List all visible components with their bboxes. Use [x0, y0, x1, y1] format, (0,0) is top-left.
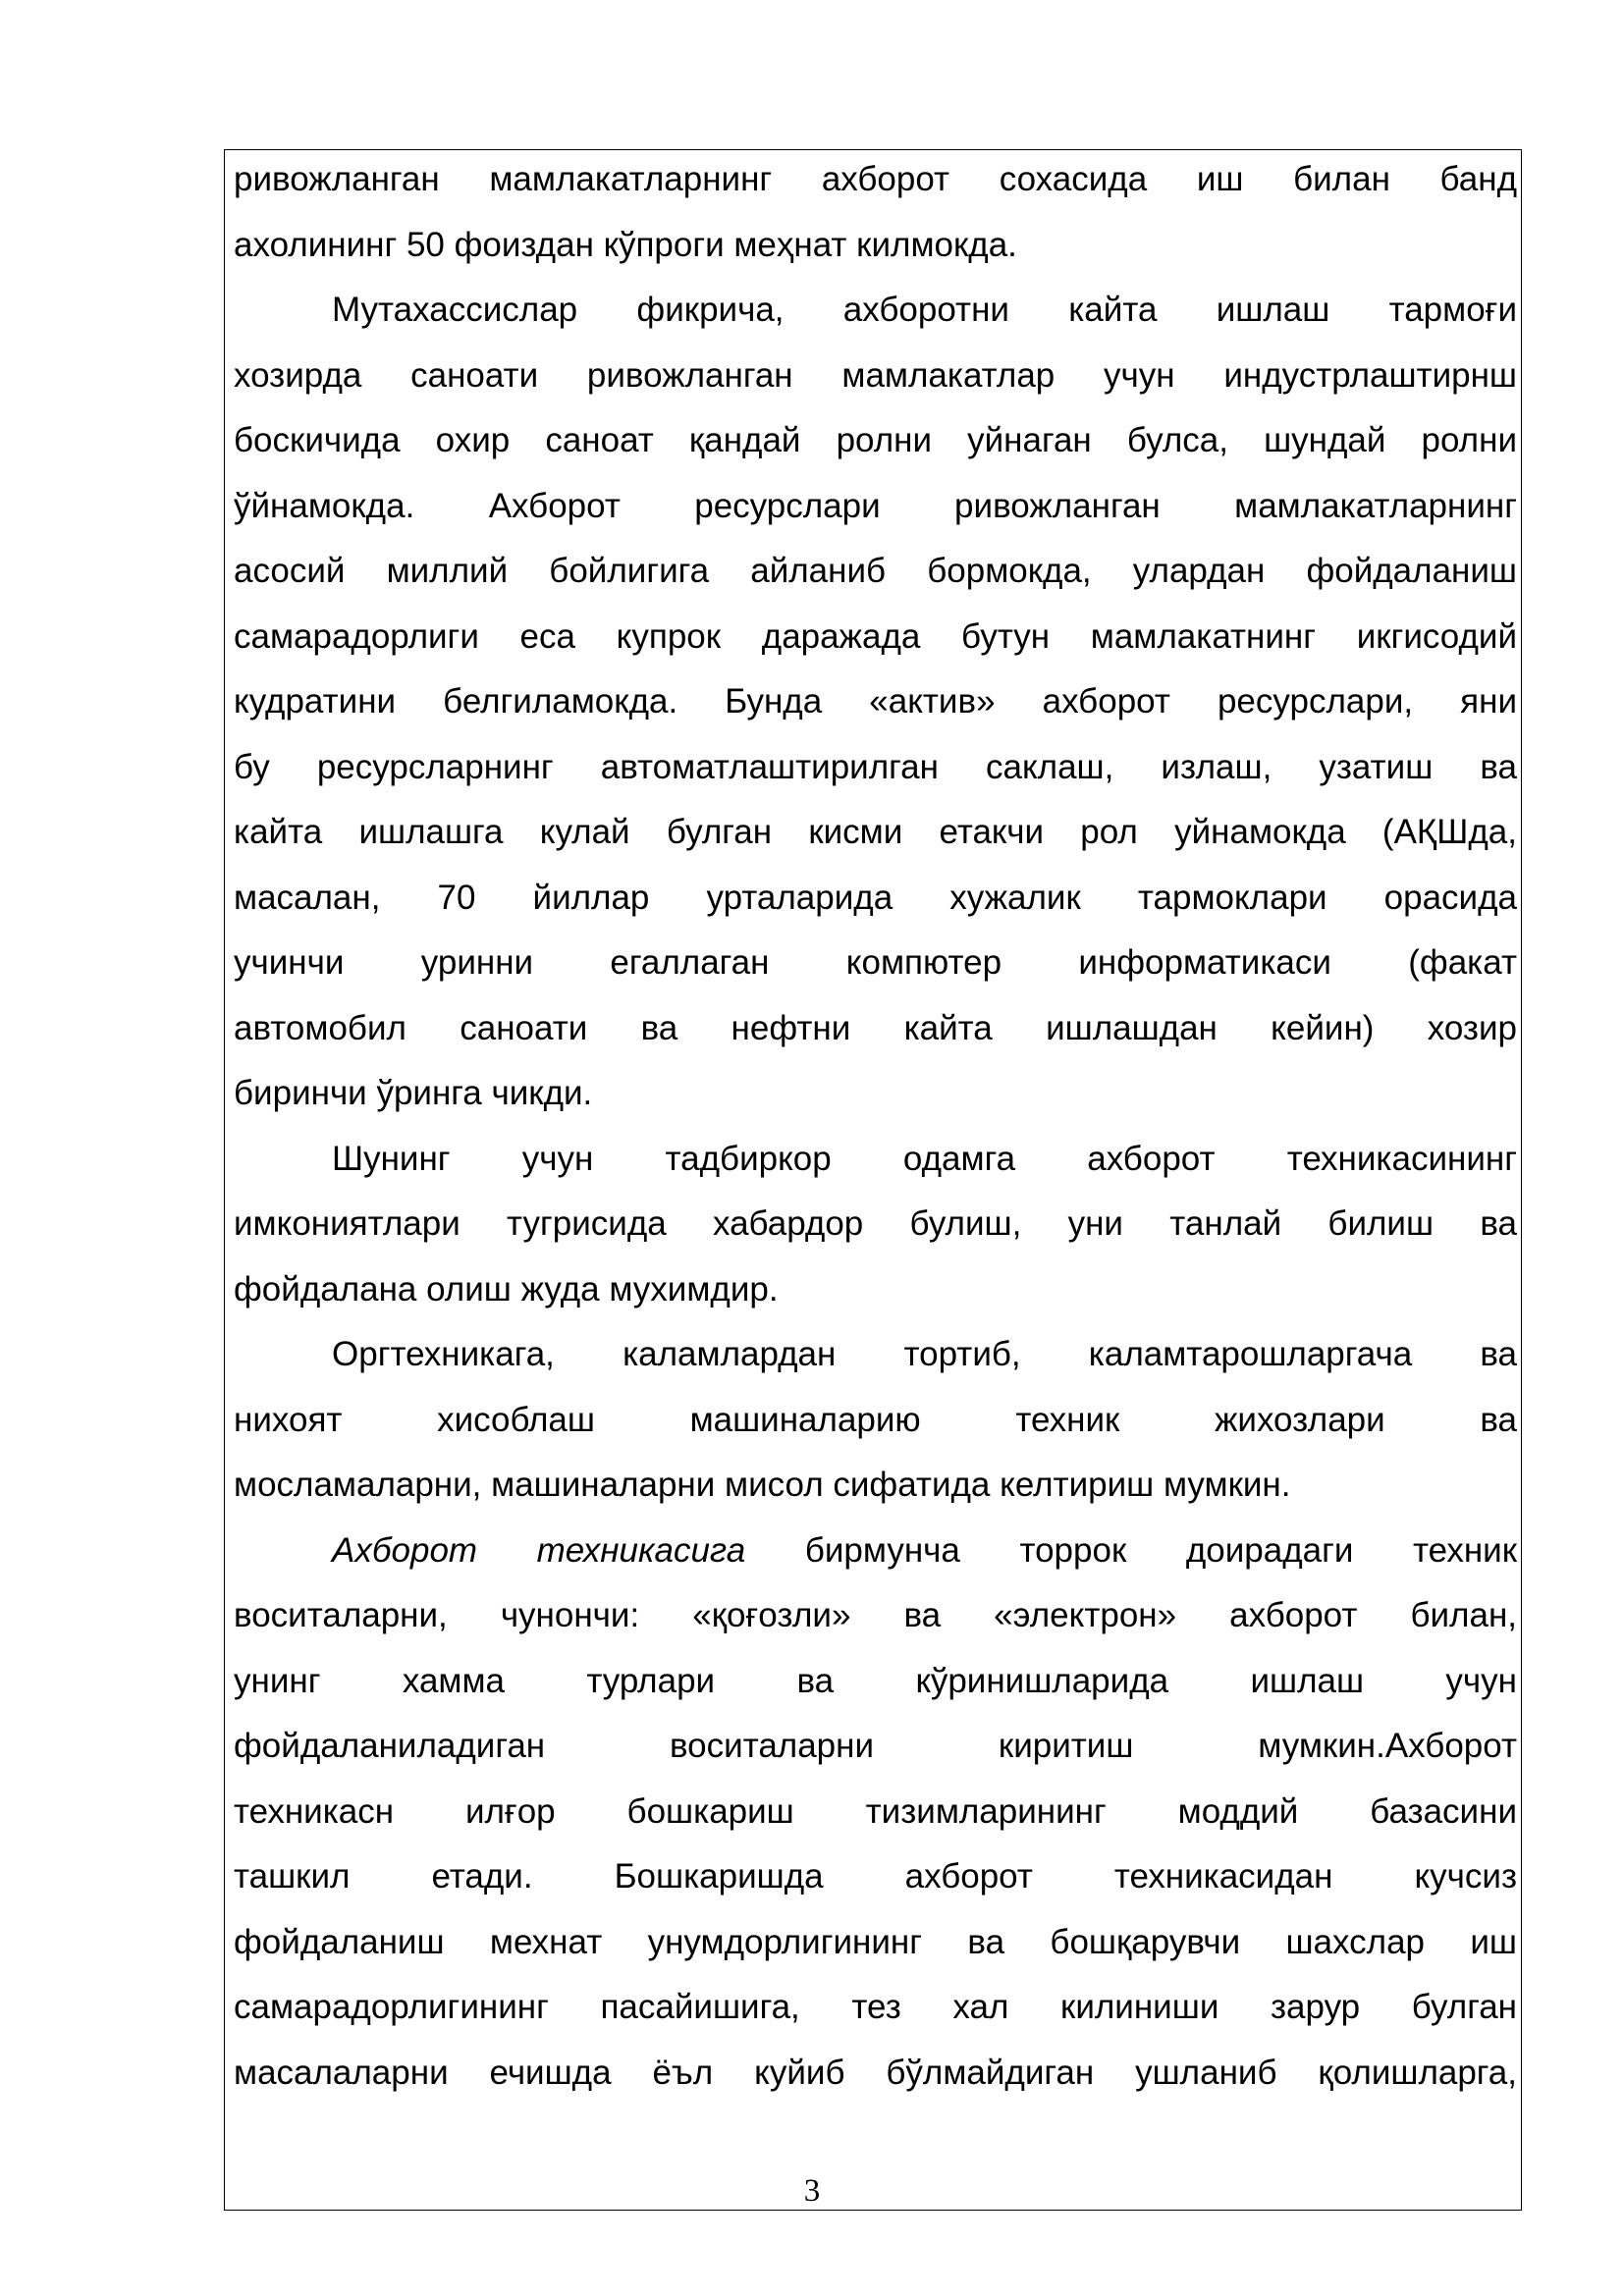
text-line: Оргтехникага, каламлардан тортиб, каламтарошларгача ва	[332, 1335, 1517, 1373]
text-line: биринчи ўринга чикди.	[234, 1074, 593, 1112]
text-line: воситаларни, чунончи: «қоғозли» ва «электрон» ахборот билан,	[234, 1596, 1517, 1634]
text-line: бу ресурсларнинг автоматлаштирилган саклаш, излаш, узатиш ва	[234, 747, 1517, 786]
text-line: ривожланган мамлакатларнинг ахборот сохасида иш билан банд	[234, 160, 1517, 198]
page-number: 3	[803, 2173, 821, 2209]
text-line: кудратини белгиламокда. Бунда «актив» ахборот ресурслари, яни	[234, 682, 1517, 721]
text-line: боскичида охир саноат қандай ролни уйнаган булса, шундай ролни	[234, 421, 1517, 459]
text-line: ташкил етади. Бошкаришда ахборот техникасидан кучсиз	[234, 1857, 1517, 1896]
text-line: техникасн илғор бошкариш тизимларининг моддий базасини	[234, 1791, 1517, 1831]
text-line: Мутахассислар фикрича, ахборотни кайта ишлаш тармоғи	[332, 291, 1517, 329]
text-line: учинчи уринни егаллаган компютер информатикаси (факат	[234, 943, 1517, 982]
text-line: фойдаланиш мехнат унумдорлигининг ва бошқарувчи шахслар иш	[234, 1922, 1517, 1961]
text-line-rest: бирмунча торрок доирадаги техник	[745, 1530, 1517, 1570]
text-line: самарадорлиги еса купрок даражада бутун мамлакатнинг икгисодий	[234, 616, 1517, 656]
page-body	[234, 147, 1517, 2106]
text-line: нихоят хисоблаш машиналарию техник жихозлари ва	[234, 1400, 1517, 1439]
text-line: мосламаларни, машиналарни мисол сифатида келтириш мумкин.	[234, 1466, 1291, 1504]
text-line: унинг хамма турлари ва кўринишларида ишлаш учун	[234, 1661, 1517, 1700]
text-line: фойдалана олиш жуда мухимдир.	[234, 1269, 779, 1308]
italic-term: Ахборот техникасига	[332, 1530, 746, 1570]
text-line: хозирда саноати ривожланган мамлакатлар учун индустрлаштирнш	[234, 355, 1517, 395]
text-line: Шунинг учун тадбиркор одамга ахборот техникасининг	[332, 1139, 1517, 1178]
text-line: самарадорлигининг пасайишига, тез хал килиниши зарур булган	[234, 1988, 1517, 2026]
text-line	[234, 1519, 1517, 1584]
text-line: масалаларни ечишда ёъл куйиб бўлмайдиган ушланиб қолишларга,	[234, 2053, 1517, 2092]
text-line: фойдаланиладиган воситаларни киритиш мумкин.Ахборот	[234, 1727, 1517, 1765]
text-line: автомобил саноати ва нефтни кайта ишлашдан кейин) хозир	[234, 1008, 1517, 1047]
text-line: масалан, 70 йиллар урталарида хужалик тармоклари орасида	[234, 878, 1517, 917]
text-line: имкониятлари тугрисида хабардор булиш, уни танлай билиш ва	[234, 1204, 1517, 1243]
text-line: асосий миллий бойлигига айланиб бормокда, улардан фойдаланиш	[234, 552, 1517, 590]
text-line: ўйнамокда. Ахборот ресурслари ривожланган мамлакатларнинг	[234, 486, 1517, 525]
text-line: кайта ишлашга кулай булган кисми етакчи рол уйнамокда (АҚШда,	[234, 813, 1517, 851]
text-line: ахолининг 50 фоиздан кўпроги меҳнат килмокда.	[234, 225, 1017, 264]
